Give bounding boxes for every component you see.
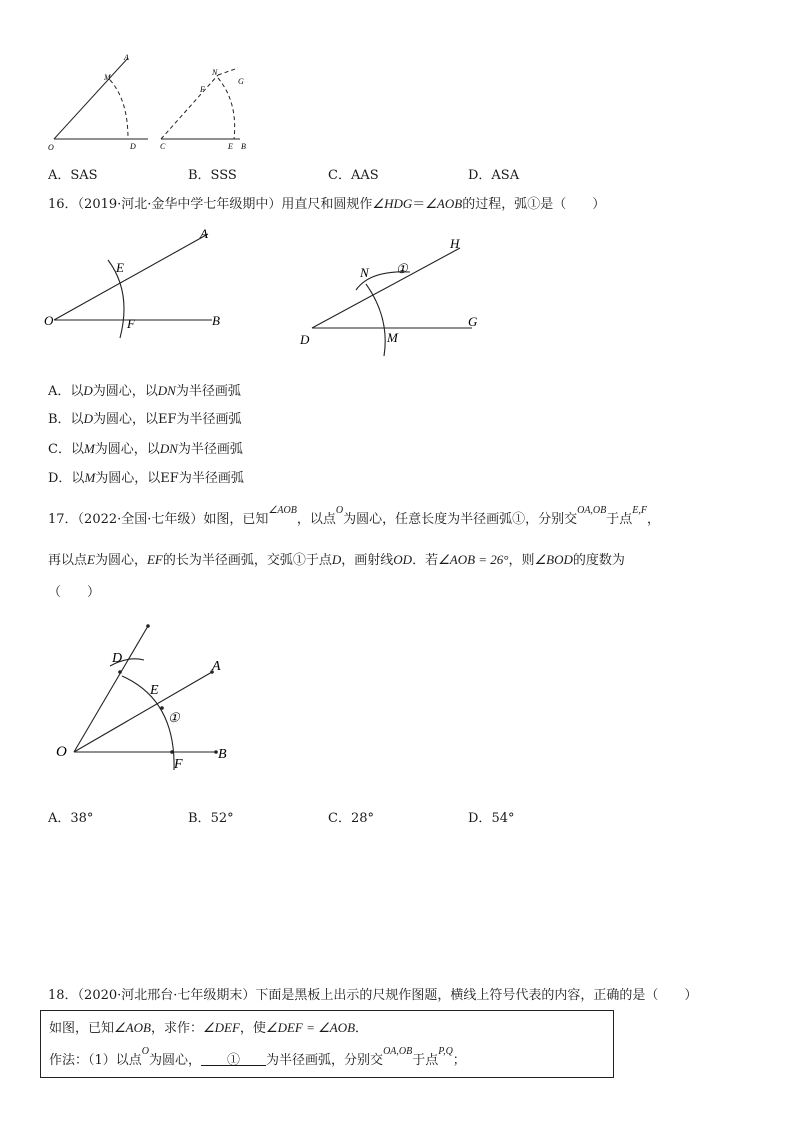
q18-box-line2-a: 作法：（1）以点 bbox=[49, 1053, 142, 1068]
q16-option-a-mid: 为圆心，以 bbox=[92, 384, 158, 399]
q17-option-c-letter: C． bbox=[328, 811, 351, 826]
q18-box-line1-d: ． bbox=[355, 1021, 369, 1036]
q17-arc-one bbox=[122, 676, 174, 770]
q15-arc-right bbox=[218, 78, 235, 139]
q16-label-m: M bbox=[387, 330, 398, 345]
q16-option-c-mid: 为圆心，以 bbox=[94, 442, 160, 457]
q16-circle-one: ① bbox=[527, 197, 541, 212]
q15-label-g: G bbox=[238, 77, 244, 86]
q17-number: 17． bbox=[48, 512, 78, 527]
q17-option-a bbox=[48, 807, 93, 826]
q17-label-b: B bbox=[218, 747, 227, 762]
q16-label-n: N bbox=[360, 265, 369, 280]
q17-point-o: O bbox=[335, 505, 344, 516]
q17-oa-ob: OA,OB bbox=[577, 505, 607, 516]
q15-option-c: C．AAS bbox=[328, 168, 379, 183]
q17-line1-d: 于点 bbox=[606, 512, 633, 527]
q17-option-b-value: 52° bbox=[210, 811, 234, 826]
q16-ray-oa bbox=[54, 234, 208, 320]
q18-box-pq: P,Q bbox=[438, 1046, 453, 1057]
q15-ray-oa bbox=[54, 58, 128, 139]
q18-box-line2 bbox=[49, 1046, 466, 1068]
q17-line1-b: ，以点 bbox=[296, 512, 336, 527]
q17-option-b bbox=[188, 807, 234, 826]
q15-label-n: N bbox=[212, 68, 218, 77]
q15-arc-left bbox=[110, 80, 128, 139]
q17-angle-aob: ∠AOB bbox=[268, 505, 297, 516]
q15-figure bbox=[40, 50, 280, 150]
q17-label-f: F bbox=[174, 757, 183, 772]
q15-label-e: E bbox=[228, 142, 233, 150]
q18-box-angle-def: ∠DEF bbox=[202, 1020, 240, 1035]
q16-option-b-pre: B．以 bbox=[48, 412, 84, 427]
q18-box-blank: ＿＿①＿＿ bbox=[201, 1053, 267, 1068]
q16-option-d-v2: EF bbox=[160, 471, 179, 486]
q17-option-c bbox=[328, 807, 374, 826]
q17-option-d-letter: D． bbox=[468, 811, 492, 826]
q17-label-o: O bbox=[56, 744, 67, 760]
q15-label-d: D bbox=[130, 142, 136, 150]
q18-box-line1-b: ，求作： bbox=[150, 1021, 203, 1036]
q17-line2-c: 的长为半径画弧，交弧①于点 bbox=[162, 553, 332, 568]
q16-label-o: O bbox=[44, 313, 54, 328]
q16-number: 16． bbox=[48, 197, 78, 212]
q18-number: 18． bbox=[48, 988, 78, 1003]
q16-label-a: A bbox=[200, 226, 208, 241]
q15-label-m: M bbox=[104, 73, 111, 82]
q16-stem bbox=[48, 193, 605, 212]
q15-label-a: A bbox=[124, 53, 129, 62]
q18-box-eq: ∠DEF = ∠AOB bbox=[265, 1020, 356, 1035]
q16-label-g: G bbox=[468, 314, 478, 329]
q16-option-a-post: 为半径画弧 bbox=[175, 384, 241, 399]
q18-box-oa-ob: OA,OB bbox=[383, 1046, 413, 1057]
q17-label-a: A bbox=[212, 659, 221, 674]
q16-option-b-mid: 为圆心，以 bbox=[92, 412, 158, 427]
q15-option-d: D．ASA bbox=[468, 168, 520, 183]
q17-option-a-value: 38° bbox=[70, 811, 94, 826]
q17-line2-f: ，则 bbox=[508, 553, 535, 568]
q16-option-d-mid: 为圆心，以 bbox=[95, 471, 161, 486]
q16-option-c-post: 为半径画弧 bbox=[177, 442, 243, 457]
q15-option-b: B．SSS bbox=[188, 168, 237, 183]
q16-label-b: B bbox=[212, 313, 220, 328]
q17-label-e: E bbox=[150, 683, 159, 698]
q17-option-c-value: 28° bbox=[350, 811, 374, 826]
q15-label-o: O bbox=[48, 143, 54, 150]
q16-option-c bbox=[48, 438, 243, 457]
q16-label-f: F bbox=[127, 316, 135, 331]
q15-label-b: B bbox=[241, 142, 246, 150]
q15-label-c: C bbox=[160, 142, 166, 150]
q17-line1-e: ， bbox=[647, 512, 661, 527]
q16-label-e: E bbox=[116, 260, 124, 275]
q17-label-d: D bbox=[112, 651, 123, 666]
q16-option-c-pre: C．以 bbox=[48, 442, 84, 457]
q16-arc-m bbox=[366, 284, 385, 356]
q16-figure bbox=[40, 222, 500, 360]
q17-ray-od bbox=[74, 626, 148, 752]
q16-label-h: H bbox=[450, 236, 460, 251]
q17-option-a-letter: A． bbox=[48, 811, 71, 826]
q16-stem-c: 是（ ） bbox=[540, 197, 606, 212]
q17-line1-a: 如图，已知 bbox=[203, 512, 269, 527]
q17-given: ∠AOB = 26° bbox=[438, 552, 509, 567]
q17-source: （2022·全国·七年级） bbox=[77, 512, 204, 527]
q18-blackboard-box bbox=[40, 1010, 614, 1078]
q16-option-d-pre: D．以 bbox=[48, 471, 85, 486]
q18-box-line2-c: 为半径画弧，分别交 bbox=[266, 1053, 384, 1068]
q16-option-a-v2: DN bbox=[157, 383, 176, 398]
q17-line2-b: 为圆心， bbox=[94, 553, 147, 568]
q18-stem bbox=[48, 984, 697, 1003]
q17-point-e: E bbox=[87, 552, 95, 567]
q16-option-b-post: 为半径画弧 bbox=[176, 412, 242, 427]
q16-label-one: ① bbox=[396, 261, 408, 276]
q15-option-a: A．SAS bbox=[48, 168, 98, 183]
q15-ray-c-n bbox=[161, 75, 218, 139]
q17-option-d bbox=[468, 807, 514, 826]
q18-box-line2-d: 于点 bbox=[412, 1053, 439, 1068]
q16-option-a-pre: A．以 bbox=[48, 384, 84, 399]
q18-source: （2020·河北邢台·七年级期末） bbox=[77, 988, 256, 1003]
q17-seg-ef: EF bbox=[146, 552, 163, 567]
q16-option-b bbox=[48, 408, 242, 427]
q17-label-one: ① bbox=[168, 710, 180, 725]
q17-ray-od: OD bbox=[393, 552, 413, 567]
q17-target: ∠BOD bbox=[534, 552, 573, 567]
q18-stem-text: 下面是黑板上出示的尺规作图题，横线上符号代表的内容，正确的是（ ） bbox=[255, 988, 698, 1003]
q15-label-f: F bbox=[200, 85, 205, 94]
q17-line2-e: ．若 bbox=[412, 553, 439, 568]
q17-figure bbox=[40, 614, 260, 784]
q15-ray-n-g bbox=[218, 68, 238, 75]
q18-box-point-o: O bbox=[141, 1046, 150, 1057]
q16-stem-b: 的过程，弧 bbox=[462, 197, 528, 212]
q16-option-d-post: 为半径画弧 bbox=[178, 471, 244, 486]
q18-box-line2-b: 为圆心， bbox=[149, 1053, 202, 1068]
q16-option-a-v1: D bbox=[83, 383, 93, 398]
q18-box-line1-c: ，使 bbox=[239, 1021, 266, 1036]
q17-line2-d: ，画射线 bbox=[341, 553, 394, 568]
q17-line2-a: 再以点 bbox=[48, 553, 88, 568]
q16-option-b-v2: EF bbox=[157, 412, 177, 427]
q16-angle-hdg: ∠HDG bbox=[372, 196, 413, 211]
q17-line1 bbox=[48, 505, 661, 527]
q18-box-line1 bbox=[49, 1017, 368, 1036]
q17-option-d-value: 54° bbox=[491, 811, 515, 826]
q16-option-c-v2: DN bbox=[159, 441, 178, 456]
q18-box-angle-aob: ∠AOB bbox=[114, 1020, 151, 1035]
q16-stem-a: 用直尺和圆规作 bbox=[281, 197, 373, 212]
q16-source: （2019·河北·金华中学七年级期中） bbox=[77, 197, 282, 212]
q16-ray-dh bbox=[312, 248, 460, 328]
q17-line2 bbox=[48, 549, 625, 568]
q17-ef: E,F bbox=[632, 505, 647, 516]
q17-line3: （ ） bbox=[48, 585, 101, 600]
q17-line2-g: 的度数为 bbox=[572, 553, 625, 568]
q17-option-b-letter: B． bbox=[188, 811, 211, 826]
q16-angle-aob: ∠AOB bbox=[425, 196, 463, 211]
q17-line1-c: 为圆心，任意长度为半径画弧①，分别交 bbox=[343, 512, 578, 527]
q16-option-d bbox=[48, 467, 244, 486]
q18-box-line2-e: ； bbox=[452, 1053, 466, 1068]
q16-eq: ＝ bbox=[412, 197, 426, 212]
q18-box-line1-a: 如图，已知 bbox=[49, 1021, 115, 1036]
q17-point-d: D bbox=[331, 552, 342, 567]
q16-option-c-v1: M bbox=[83, 441, 95, 456]
q16-option-b-v1: D bbox=[83, 411, 93, 426]
q16-label-d: D bbox=[300, 332, 310, 347]
q17-ray-oa bbox=[74, 672, 212, 752]
q16-option-d-v1: M bbox=[84, 470, 96, 485]
q16-option-a bbox=[48, 380, 241, 399]
